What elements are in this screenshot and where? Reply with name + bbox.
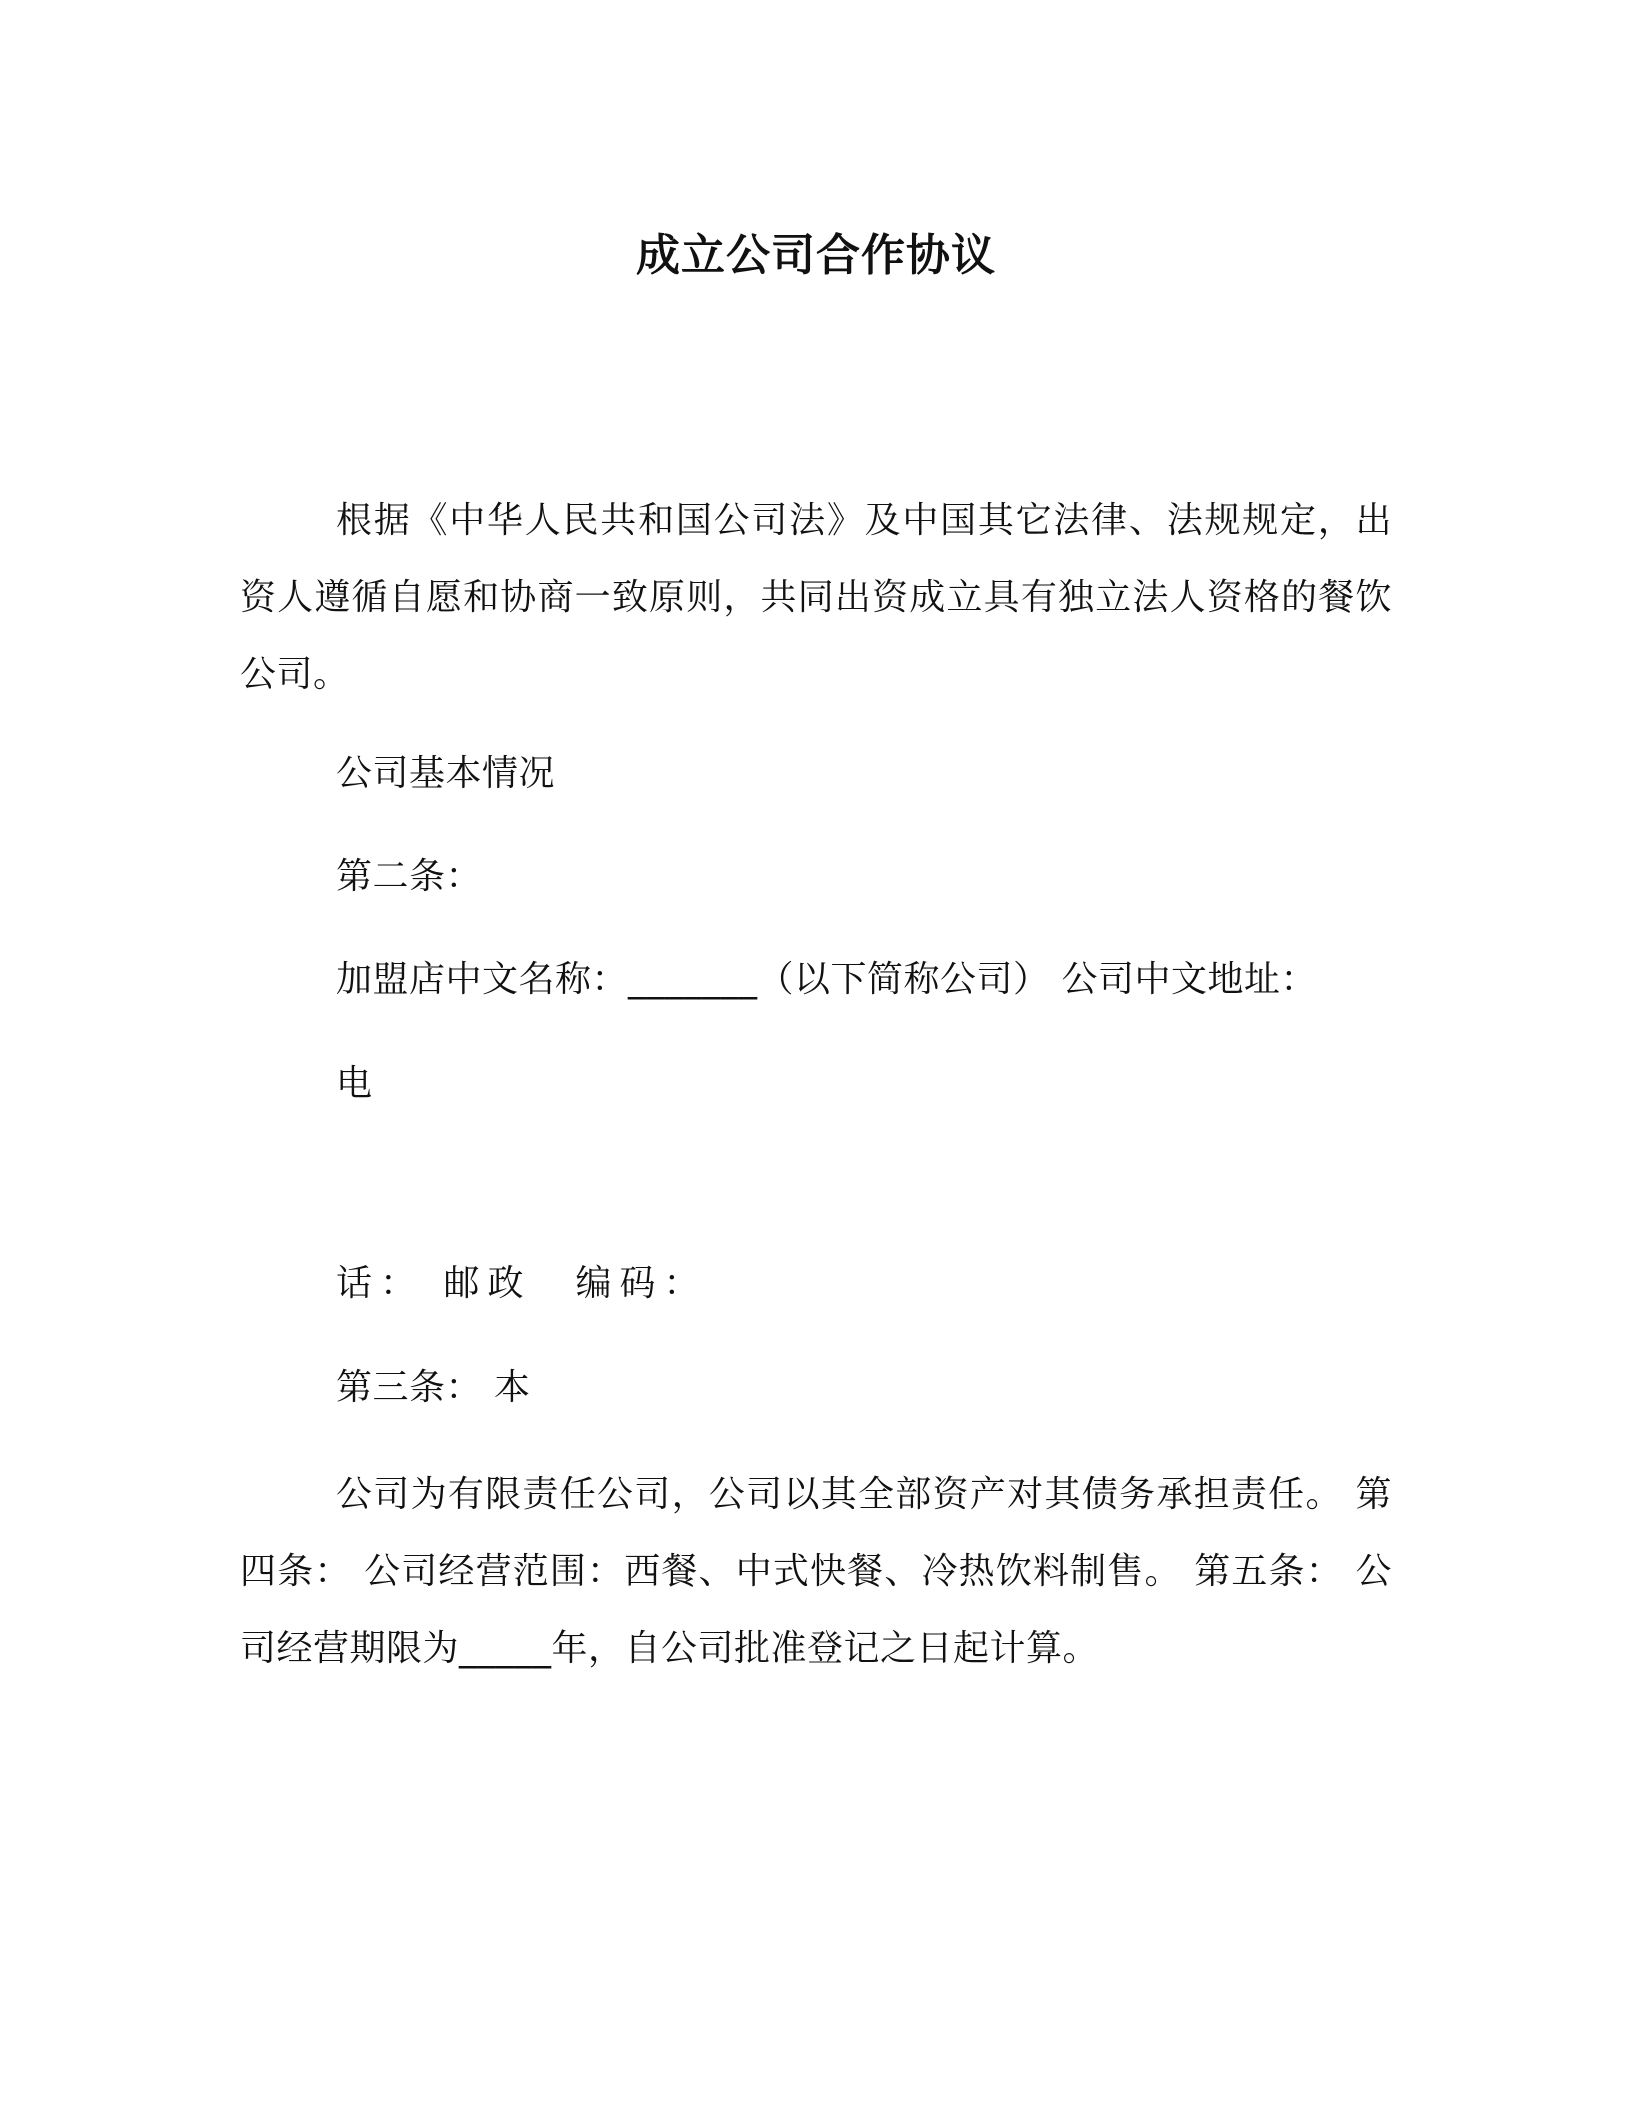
intro-paragraph: 根据《中华人民共和国公司法》及中国其它法律、法规规定，出资人遵循自愿和协商一致原则，共同出资成立具有独立法人资格的餐饮公司。: [240, 500, 1392, 695]
phone-label-start: 电: [336, 1063, 373, 1104]
store-name-line: 加盟店中文名称：_______（以下简称公司） 公司中文地址：: [336, 959, 1317, 1000]
body-paragraph: 公司为有限责任公司，公司以其全部资产对其债务承担责任。 第四条： 公司经营范围：西餐、中式快餐、冷热饮料制售。 第五条： 公司经营期限为_____年，自公司批准登记之日起计算。: [240, 1474, 1392, 1669]
article-3-label: 第三条： 本: [336, 1367, 531, 1408]
article-2-label: 第二条：: [336, 856, 483, 897]
document-title: 成立公司合作协议: [636, 230, 996, 281]
phone-postal-line: 话： 邮政 编码：: [336, 1263, 708, 1304]
section-heading: 公司基本情况: [336, 753, 556, 794]
